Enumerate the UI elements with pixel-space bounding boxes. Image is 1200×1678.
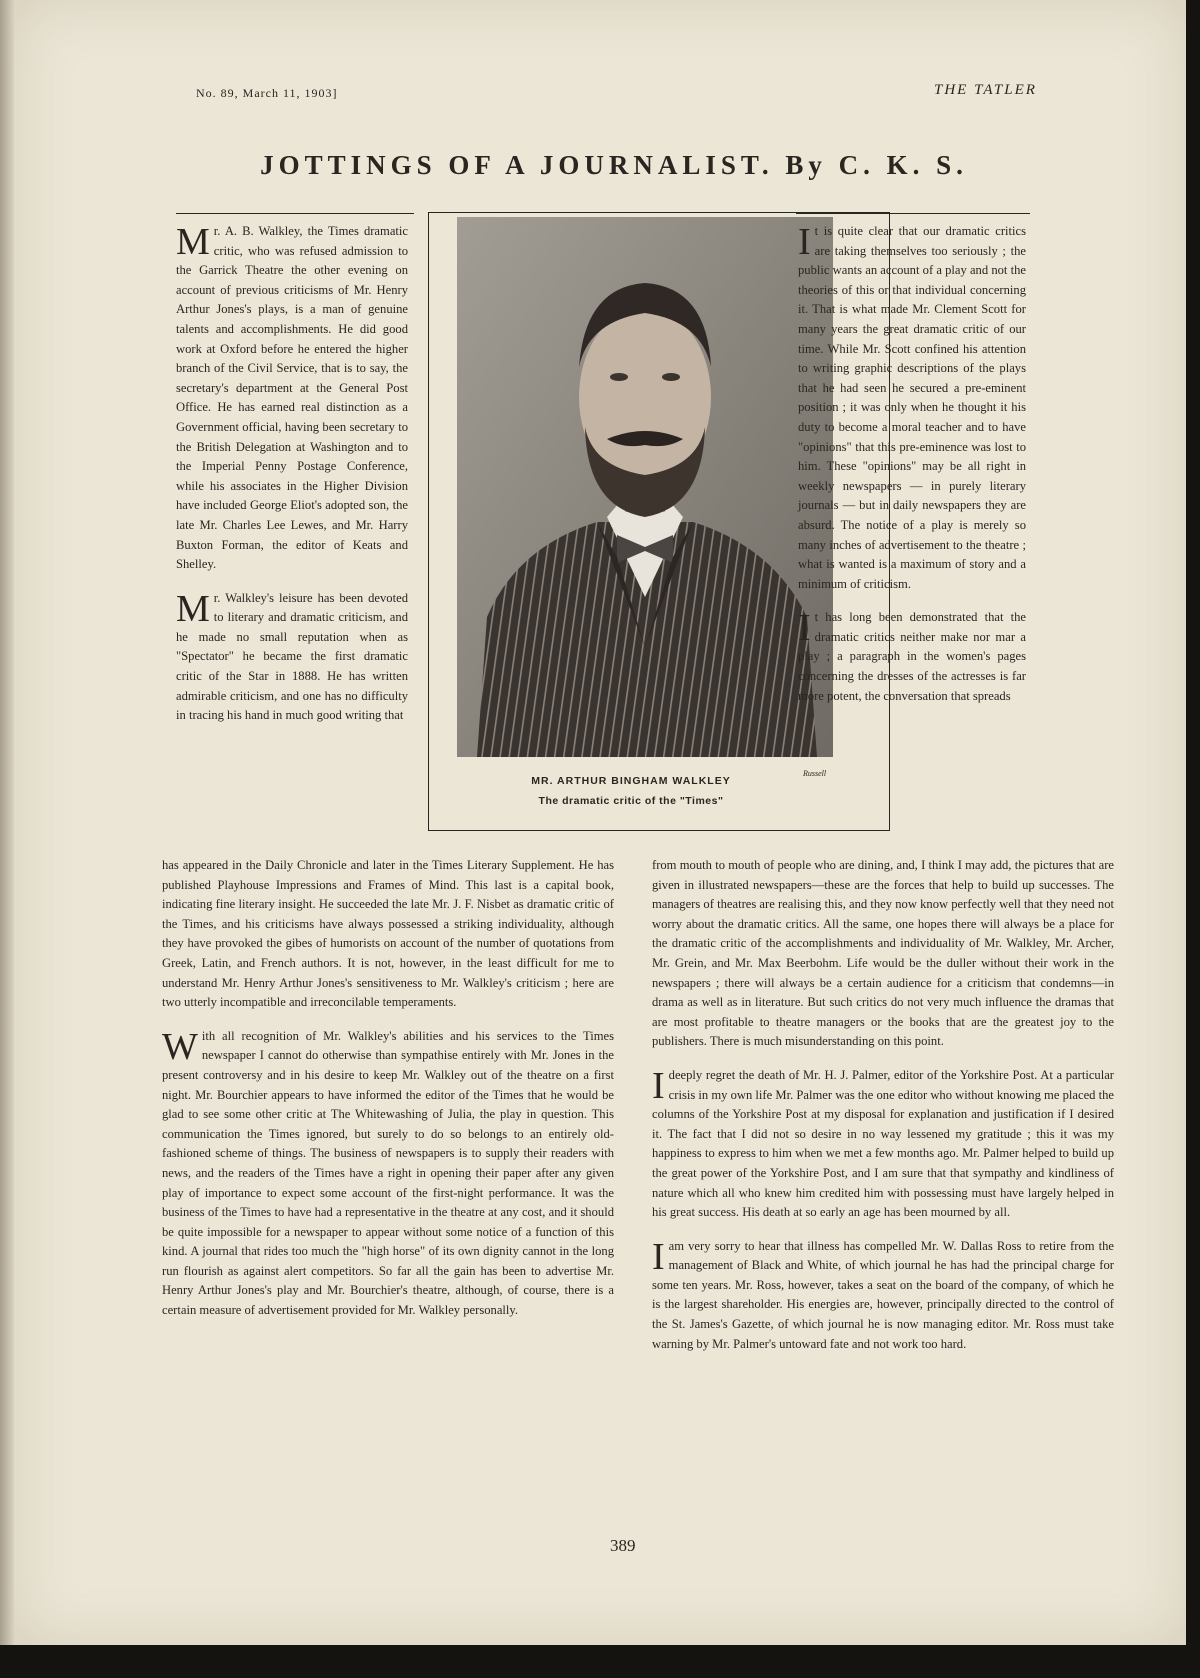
paragraph: from mouth to mouth of people who are dining, and, I think I may add, the pictures that are given in illustrated newspapers—these are the forces that help to build up successes. The managers of theatres are realising this, and they now know perfectly well that they need not worry about the dramatic critics. All the same, one hopes there will always be a place for the dramatic critic of the accomplishments and individuality of Mr. Walkley, Mr. Archer, Mr. Grein, and Mr. Max Beerbohm. Life would be the duller without their work in the newspapers ; there will always be a certain audience for a criticism that condemns—in drama as well as in literature. But such critics do not very much influence the dramas that are most profitable to theatre managers or the books that are the greatest joy to the publishers. There is much misunderstanding on this point.	[652, 858, 1114, 1049]
paragraph	[652, 1237, 1114, 1355]
caption-description: The dramatic critic of the "Times"	[538, 795, 724, 807]
paragraph	[176, 589, 408, 726]
paragraph	[798, 222, 1026, 594]
article-title: JOTTINGS OF A JOURNALIST. By C. K. S.	[260, 150, 968, 180]
drop-cap: M	[176, 221, 210, 263]
drop-cap: W	[162, 1025, 198, 1068]
paragraph-text: r. A. B. Walkley, the Times dramatic critic, who was refused admission to the Garrick Theatre the other evening on account of previous criticisms of Mr. Henry Arthur Jones's plays, is a man of genuine talents and accomplishments. He did good work at Oxford before he entered the higher branch of the Civil Service, that is to say, the secretary's department at the General Post Office. He has earned real distinction as a Government official, having been secretary to the British Delegation at Washington and to the Imperial Penny Postage Conference, while his associates in the Higher Division have included George Eliot's adopted son, the late Mr. Charles Lee Lewes, and Mr. Harry Buxton Forman, the editor of Keats and Shelley.	[176, 224, 408, 572]
paragraph-text: am very sorry to hear that illness has compelled Mr. W. Dallas Ross to retire from the management of Black and White, of which journal he has had the principal charge for some ten years. Mr. Ross, however, takes a seat on the board of the company, of which he is the largest shareholder. His energies are, however, principally directed to the control of the St. James's Gazette, of which journal he is now managing editor. Mr. Ross must take warning by Mr. Palmer's untoward fate and not work too hard.	[652, 1238, 1114, 1351]
paragraph	[162, 1027, 614, 1321]
drop-cap: I	[652, 1235, 665, 1278]
drop-cap: I	[798, 221, 811, 263]
paragraph	[652, 1066, 1114, 1223]
paragraph	[176, 222, 408, 575]
page-edge	[0, 0, 14, 1645]
paragraph-text: deeply regret the death of Mr. H. J. Palmer, editor of the Yorkshire Post. At a particular crisis in my own life Mr. Palmer was the one editor who without knowing me placed the columns of the Yorkshire Post at my disposal for explanation and justification if I desired it. The fact that I did not so desire in no way lessened my gratitude ; this it was my happiness to express to him when we met a few months ago. Mr. Palmer helped to build up the great power of the Yorkshire Post, and I am sure that that sympathy and kindliness of nature which all who knew him credited him with possessing must have largely helped in his great success. His death at so early an age has been mourned by all.	[652, 1067, 1114, 1220]
portrait-photo	[457, 217, 833, 757]
column-rule	[796, 213, 1030, 214]
column-rule	[176, 213, 414, 214]
page-number: 389	[610, 1536, 636, 1555]
paragraph-text: r. Walkley's leisure has been devoted to literary and dramatic criticism, and he made no small reputation when as "Spectator" he became the first dramatic critic of the Star in 1888. He has written admirable criticism, and one has no difficulty in tracing his hand in much good writing that	[176, 590, 408, 723]
lower-right-column	[652, 856, 1114, 1368]
caption-name: MR. ARTHUR BINGHAM WALKLEY	[531, 775, 731, 787]
paragraph-text: ith all recognition of Mr. Walkley's abilities and his services to the Times newspaper I cannot do otherwise than sympathise entirely with Mr. Jones in the present controversy and in his desire to keep Mr. Walkley out of the theatre on a first night. Mr. Bourchier appears to have informed the editor of the Times that he would be glad to see some other critic at The Whitewashing of Julia, the play in question. This communication the Times ignored, but surely to do so belongs to an entirely old-fashioned scheme of things. The business of newspapers is to supply their readers with news, and the readers of the Times have a right in opening their paper after any given play of importance to expect some account of the first-night performance. It was the business of the Times to have had a representative in the theatre at any cost, and it should be quite impossible for a newspaper to appear without some notice of a function of this kind. A journal that rides too much the "high horse" of its own dignity cannot in the long run flourish as against alert competitors. So far all the gain has been to advertise Mr. Henry Arthur Jones's play and Mr. Bourchier's theatre, although, of course, there is a certain measure of advertisement provided for Mr. Walkley personally.	[162, 1028, 614, 1318]
paragraph-text: t is quite clear that our dramatic critics are taking themselves too seriously ; the public wants an account of a play and not the theories of this or that individual concerning it. That is what made Mr. Clement Scott for many years the great dramatic critic of our time. While Mr. Scott confined his attention to writing graphic descriptions of the plays that he had seen he secured a pre-eminent position ; it was only when he thought it his duty to become a moral teacher and to have "opinions" that this pre-eminence was lost to him. These "opinions" may be all right in weekly newspapers — in purely literary journals — but in daily newspapers they are absurd. The notice of a play is merely so many inches of advertisement to the theatre ; what is wanted is a maximum of story and a minimum of criticism.	[798, 224, 1026, 591]
paragraph	[798, 608, 1026, 706]
drop-cap: I	[652, 1064, 665, 1107]
magazine-name: THE TATLER	[934, 82, 1037, 98]
paragraph: has appeared in the Daily Chronicle and later in the Times Literary Supplement. He has published Playhouse Impressions and Frames of Mind. This last is a capital book, indicating fine literary insight. He succeeded the late Mr. J. F. Nisbet as dramatic critic of the Times, and his criticisms have always possessed a striking individuality, although they have provoked the gibes of humorists on account of the number of quotations from Greek, Latin, and French authors. It is not, however, in the least difficult for me to understand Mr. Henry Arthur Jones's sensitiveness to Mr. Walkley's criticism ; here are two utterly incompatible and irreconcilable temperaments.	[162, 858, 614, 1010]
paragraph-text: t has long been demonstrated that the dramatic critics neither make nor mar a play ; a paragraph in the women's pages concerning the dresses of the actresses is far more potent, the conversation that spreads	[798, 610, 1026, 703]
portrait-illustration	[457, 217, 833, 757]
drop-cap: M	[176, 587, 210, 630]
left-column	[176, 222, 408, 740]
magazine-page	[14, 0, 1186, 1645]
right-column	[798, 222, 1026, 720]
drop-cap: I	[798, 607, 811, 650]
photo-credit: Russell	[803, 769, 827, 778]
issue-line: No. 89, March 11, 1903]	[196, 86, 338, 100]
lower-left-column	[162, 856, 614, 1335]
